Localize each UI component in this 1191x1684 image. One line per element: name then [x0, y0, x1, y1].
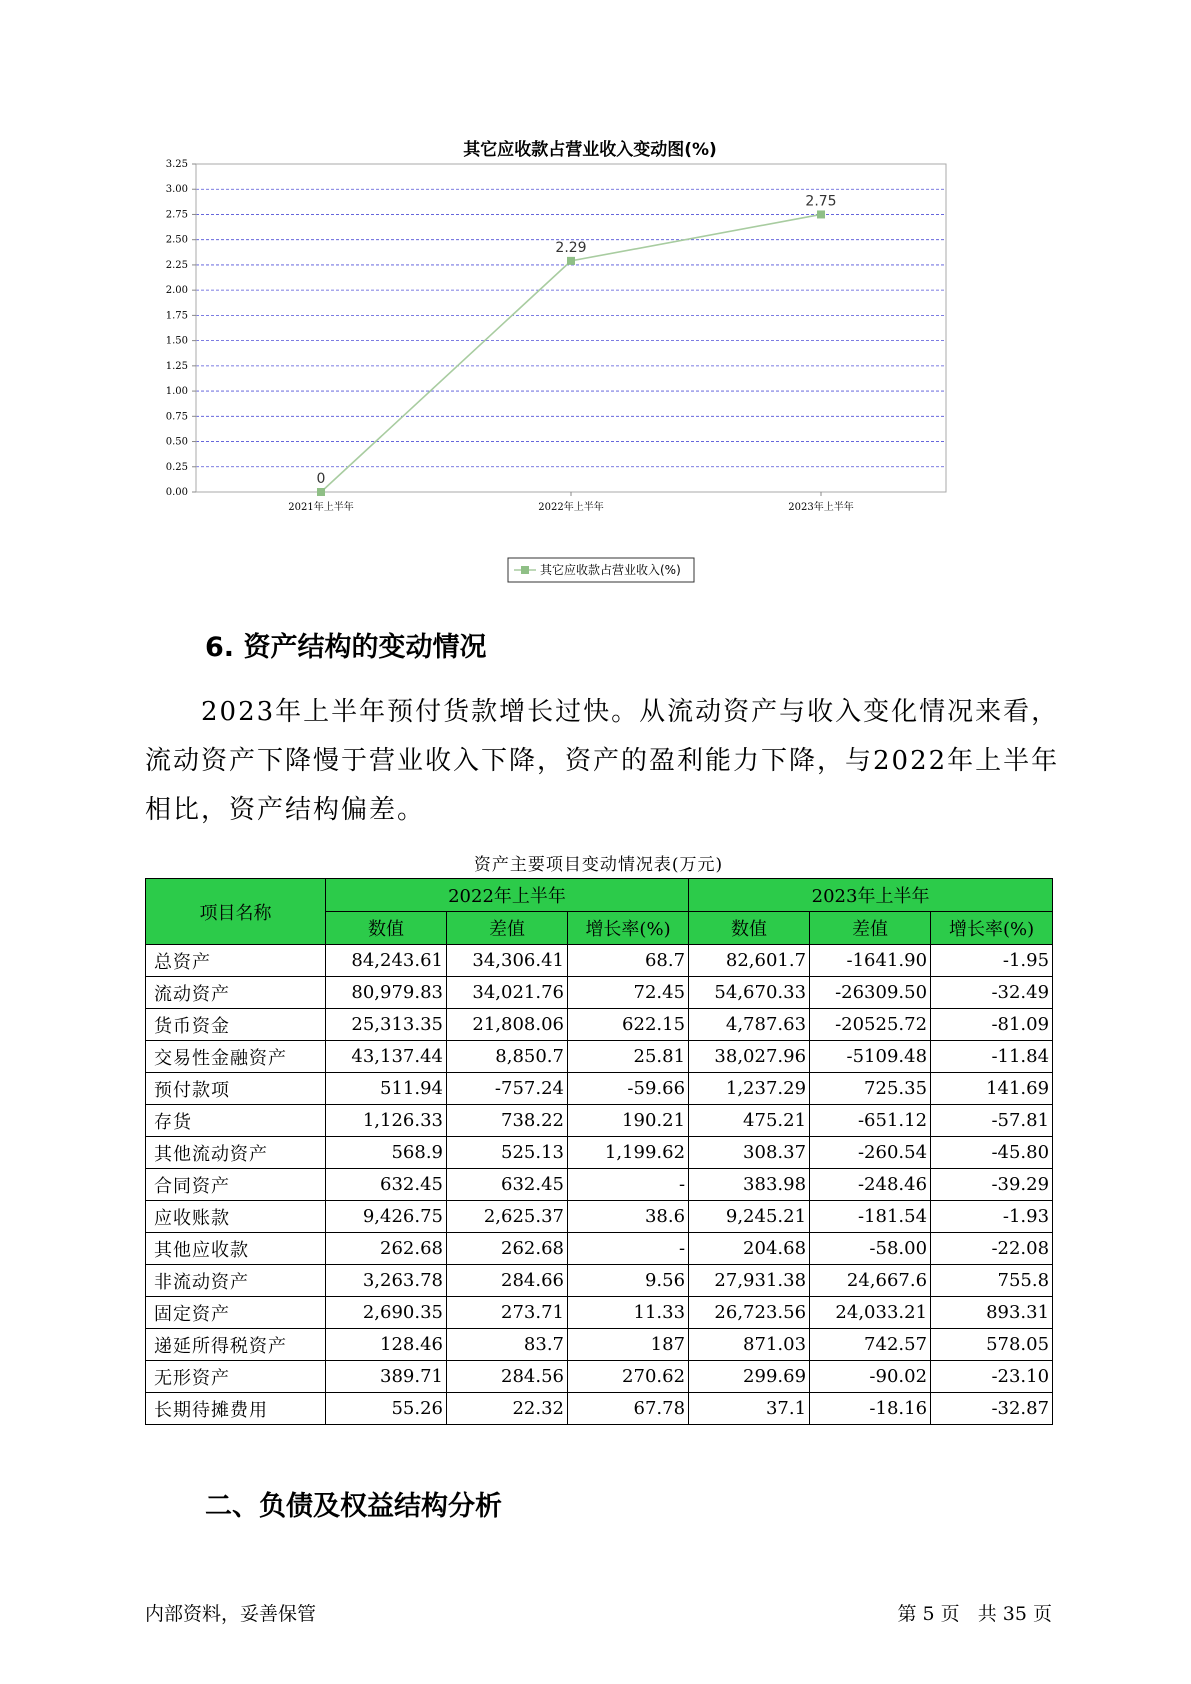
- row-item-name: 非流动资产: [146, 1265, 326, 1297]
- table-row: [146, 1393, 1053, 1425]
- table-cell: -248.46: [810, 1169, 931, 1201]
- data-label: 0: [316, 471, 326, 487]
- section-paragraph: 2023年上半年预付货款增长过快。从流动资产与收入变化情况来看，流动资产下降慢于营业收入下降，资产的盈利能力下降，与2022年上半年相比，资产结构偏差。: [145, 697, 1060, 825]
- row-item-name: 其他应收款: [146, 1233, 326, 1265]
- row-item-name: 递延所得税资产: [146, 1329, 326, 1361]
- table-cell: 25.81: [568, 1041, 689, 1073]
- table-cell: -5109.48: [810, 1041, 931, 1073]
- table-cell: 9,426.75: [326, 1201, 447, 1233]
- y-tick-label: 2.25: [165, 259, 188, 271]
- table-cell: -58.00: [810, 1233, 931, 1265]
- table-cell: 4,787.63: [689, 1009, 810, 1041]
- table-cell: 82,601.7: [689, 945, 810, 977]
- footer-page-number: 第 5 页 共 35 页: [897, 1603, 1052, 1625]
- table-cell: 871.03: [689, 1329, 810, 1361]
- row-item-name: 长期待摊费用: [146, 1393, 326, 1425]
- table-cell: -651.12: [810, 1105, 931, 1137]
- table-cell: -90.02: [810, 1361, 931, 1393]
- row-item-name: 预付款项: [146, 1073, 326, 1105]
- table-cell: 83.7: [447, 1329, 568, 1361]
- table-cell: 632.45: [326, 1169, 447, 1201]
- chart-title: 其它应收款占营业收入变动图(%): [463, 140, 717, 160]
- table-cell: 1,237.29: [689, 1073, 810, 1105]
- row-item-name: 固定资产: [146, 1297, 326, 1329]
- table-cell: 622.15: [568, 1009, 689, 1041]
- table-cell: 34,021.76: [447, 977, 568, 1009]
- table-cell: 187: [568, 1329, 689, 1361]
- table-cell: 383.98: [689, 1169, 810, 1201]
- row-item-name: 总资产: [146, 945, 326, 977]
- table-row: [146, 1009, 1053, 1041]
- table-cell: 67.78: [568, 1393, 689, 1425]
- table-cell: -1.95: [931, 945, 1053, 977]
- plot-area: [196, 164, 946, 492]
- section-heading-6: 6. 资产结构的变动情况: [205, 632, 487, 663]
- table-cell: 37.1: [689, 1393, 810, 1425]
- table-row: [146, 1201, 1053, 1233]
- header-diff-2023: 差值: [810, 912, 931, 945]
- table-row: [146, 1105, 1053, 1137]
- table-cell: 141.69: [931, 1073, 1053, 1105]
- footer-confidential: 内部资料，妥善保管: [145, 1603, 317, 1625]
- table-cell: -11.84: [931, 1041, 1053, 1073]
- table-row: [146, 1233, 1053, 1265]
- table-cell: -1.93: [931, 1201, 1053, 1233]
- table-cell: -18.16: [810, 1393, 931, 1425]
- data-point: [817, 210, 825, 218]
- table-cell: -32.49: [931, 977, 1053, 1009]
- header-2022-h1: 2022年上半年: [326, 879, 689, 912]
- header-value-2022: 数值: [326, 912, 447, 945]
- legend-marker: [521, 566, 529, 574]
- table-cell: 511.94: [326, 1073, 447, 1105]
- row-item-name: 流动资产: [146, 977, 326, 1009]
- table-cell: -59.66: [568, 1073, 689, 1105]
- table-cell: 725.35: [810, 1073, 931, 1105]
- y-tick-label: 0.00: [165, 487, 188, 498]
- table-cell: 34,306.41: [447, 945, 568, 977]
- data-point: [567, 257, 575, 265]
- table-cell: 284.66: [447, 1265, 568, 1297]
- data-point: [317, 488, 325, 496]
- table-cell: 25,313.35: [326, 1009, 447, 1041]
- y-tick-label: 1.00: [165, 386, 188, 398]
- table-row: [146, 1361, 1053, 1393]
- section-heading-liabilities: 二、负债及权益结构分析: [205, 1491, 502, 1522]
- table-cell: 2,690.35: [326, 1297, 447, 1329]
- table-cell: -26309.50: [810, 977, 931, 1009]
- table-row: [146, 1265, 1053, 1297]
- table-cell: 21,808.06: [447, 1009, 568, 1041]
- table-cell: 38,027.96: [689, 1041, 810, 1073]
- table-row: [146, 1073, 1053, 1105]
- table-cell: 38.6: [568, 1201, 689, 1233]
- row-item-name: 交易性金融资产: [146, 1041, 326, 1073]
- table-cell: 22.32: [447, 1393, 568, 1425]
- line-chart: [150, 140, 1030, 600]
- header-2023-h1: 2023年上半年: [689, 879, 1053, 912]
- table-cell: 190.21: [568, 1105, 689, 1137]
- y-tick-label: 2.75: [165, 209, 188, 221]
- table-cell: 273.71: [447, 1297, 568, 1329]
- header-growth-2022: 增长率(%): [568, 912, 689, 945]
- legend-label: 其它应收款占营业收入(%): [540, 563, 681, 577]
- table-cell: 893.31: [931, 1297, 1053, 1329]
- y-tick-label: 1.50: [165, 335, 188, 347]
- row-item-name: 合同资产: [146, 1169, 326, 1201]
- row-item-name: 应收账款: [146, 1201, 326, 1233]
- table-cell: -181.54: [810, 1201, 931, 1233]
- chart-legend: [508, 558, 694, 582]
- table-row: [146, 1137, 1053, 1169]
- table-cell: 204.68: [689, 1233, 810, 1265]
- table-cell: 128.46: [326, 1329, 447, 1361]
- header-value-2023: 数值: [689, 912, 810, 945]
- table-cell: 84,243.61: [326, 945, 447, 977]
- table-cell: -: [568, 1169, 689, 1201]
- table-cell: -: [568, 1233, 689, 1265]
- table-cell: 738.22: [447, 1105, 568, 1137]
- table-cell: -20525.72: [810, 1009, 931, 1041]
- table-cell: 742.57: [810, 1329, 931, 1361]
- table-cell: 262.68: [447, 1233, 568, 1265]
- table-cell: 24,667.6: [810, 1265, 931, 1297]
- series-line: [321, 214, 821, 492]
- table-cell: 578.05: [931, 1329, 1053, 1361]
- table-cell: -32.87: [931, 1393, 1053, 1425]
- table-cell: 299.69: [689, 1361, 810, 1393]
- data-label: 2.29: [555, 239, 587, 256]
- table-cell: 72.45: [568, 977, 689, 1009]
- table-cell: 755.8: [931, 1265, 1053, 1297]
- y-tick-label: 0.75: [165, 411, 188, 423]
- table-cell: 2,625.37: [447, 1201, 568, 1233]
- table-cell: -57.81: [931, 1105, 1053, 1137]
- table-caption: 资产主要项目变动情况表(万元): [473, 855, 724, 875]
- table-cell: 68.7: [568, 945, 689, 977]
- table-cell: 308.37: [689, 1137, 810, 1169]
- table-cell: 1,126.33: [326, 1105, 447, 1137]
- header-growth-2023: 增长率(%): [931, 912, 1053, 945]
- table-row: [146, 1329, 1053, 1361]
- asset-change-table: [145, 878, 1053, 1425]
- row-item-name: 其他流动资产: [146, 1137, 326, 1169]
- table-cell: -23.10: [931, 1361, 1053, 1393]
- y-tick-label: 2.00: [165, 285, 188, 297]
- table-cell: -45.80: [931, 1137, 1053, 1169]
- y-tick-label: 1.75: [165, 310, 188, 322]
- table-cell: 8,850.7: [447, 1041, 568, 1073]
- table-cell: 26,723.56: [689, 1297, 810, 1329]
- y-tick-label: 0.50: [165, 436, 188, 448]
- table-cell: -22.08: [931, 1233, 1053, 1265]
- row-item-name: 存货: [146, 1105, 326, 1137]
- row-item-name: 无形资产: [146, 1361, 326, 1393]
- table-cell: 3,263.78: [326, 1265, 447, 1297]
- table-cell: -39.29: [931, 1169, 1053, 1201]
- table-cell: 632.45: [447, 1169, 568, 1201]
- y-tick-label: 0.25: [165, 461, 188, 473]
- table-cell: -757.24: [447, 1073, 568, 1105]
- table-row: [146, 1041, 1053, 1073]
- table-row: [146, 1297, 1053, 1329]
- table-cell: 475.21: [689, 1105, 810, 1137]
- header-diff-2022: 差值: [447, 912, 568, 945]
- data-label: 2.75: [805, 193, 837, 210]
- table-cell: 80,979.83: [326, 977, 447, 1009]
- x-tick-label: 2021年上半年: [288, 502, 354, 513]
- table-cell: 284.56: [447, 1361, 568, 1393]
- table-cell: 55.26: [326, 1393, 447, 1425]
- table-cell: 1,199.62: [568, 1137, 689, 1169]
- row-item-name: 货币资金: [146, 1009, 326, 1041]
- table-cell: 9,245.21: [689, 1201, 810, 1233]
- header-item-name: 项目名称: [146, 879, 326, 945]
- table-cell: 43,137.44: [326, 1041, 447, 1073]
- chart-svg: [150, 140, 1030, 600]
- y-tick-label: 1.25: [165, 360, 188, 372]
- table-cell: 262.68: [326, 1233, 447, 1265]
- table-cell: -81.09: [931, 1009, 1053, 1041]
- x-tick-label: 2022年上半年: [538, 502, 604, 513]
- y-tick-label: 3.00: [165, 184, 188, 196]
- table-cell: 568.9: [326, 1137, 447, 1169]
- table-cell: 270.62: [568, 1361, 689, 1393]
- table-cell: 24,033.21: [810, 1297, 931, 1329]
- table-cell: 27,931.38: [689, 1265, 810, 1297]
- table-cell: 9.56: [568, 1265, 689, 1297]
- table-row: [146, 945, 1053, 977]
- table-row: [146, 1169, 1053, 1201]
- x-tick-label: 2023年上半年: [788, 502, 854, 513]
- table-row: [146, 977, 1053, 1009]
- y-tick-label: 3.25: [165, 159, 188, 170]
- table-cell: 525.13: [447, 1137, 568, 1169]
- table-cell: -260.54: [810, 1137, 931, 1169]
- table-cell: -1641.90: [810, 945, 931, 977]
- y-tick-label: 2.50: [165, 234, 188, 246]
- table-cell: 11.33: [568, 1297, 689, 1329]
- table-cell: 389.71: [326, 1361, 447, 1393]
- table-cell: 54,670.33: [689, 977, 810, 1009]
